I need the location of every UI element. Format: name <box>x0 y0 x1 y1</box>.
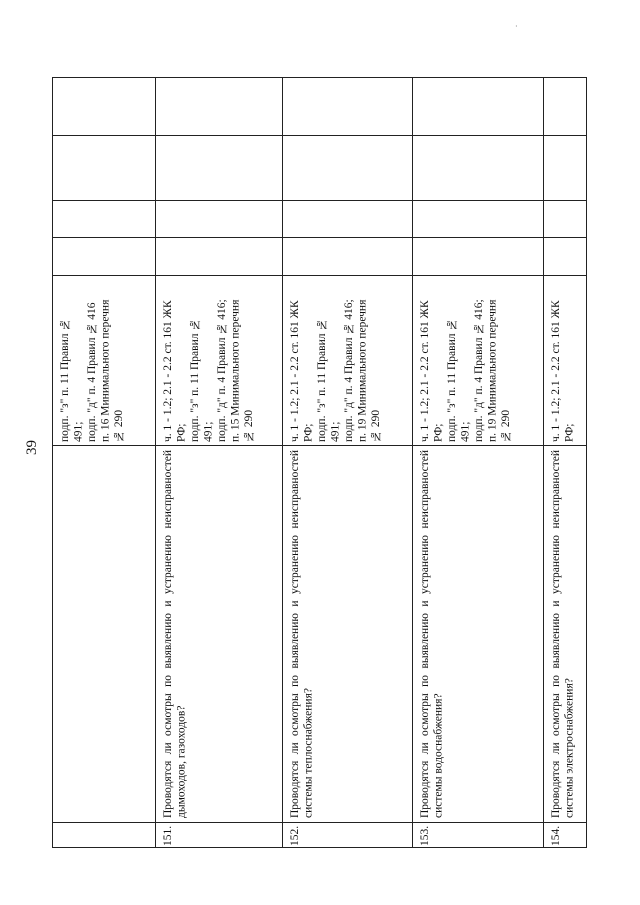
legal-ref-line: № 290 <box>113 409 125 442</box>
legal-ref-line: подп. "з" п. 11 Правил № <box>316 318 328 442</box>
legal-ref-line: п. 15 Минимального перечня <box>229 299 242 442</box>
column-separator <box>52 237 587 238</box>
question-text: Проводятся ли осмотры по выявлению и устранению неисправностей системы теплоснабжения? <box>289 450 315 818</box>
legal-ref-line: подп. "д" п. 4 Правил № 416; <box>216 299 228 442</box>
legal-refs <box>550 278 581 442</box>
legal-ref-line: ч. 1 - 1.2; 2.1 - 2.2 ст. 161 ЖК <box>162 300 174 442</box>
row-number: 152. <box>289 825 301 846</box>
legal-ref-line: № 290 <box>243 409 255 442</box>
legal-ref-line: 491; <box>72 421 85 442</box>
row-number: 153. <box>419 825 431 846</box>
legal-ref-line: 491; <box>329 421 342 442</box>
legal-ref-line: 491; <box>202 421 215 442</box>
row-number: 151. <box>162 825 174 846</box>
row-separator <box>412 77 413 848</box>
question-text: Проводятся ли осмотры по выявлению и устранению неисправностей системы электроснабжения? <box>550 450 576 818</box>
legal-refs <box>419 278 538 442</box>
legal-ref-line: подп. "д" п. 4 Правил № 416 <box>86 302 98 442</box>
legal-ref-line: п. 19 Минимального перечня <box>356 299 369 442</box>
row-separator <box>282 77 283 848</box>
legal-ref-line: подп. "з" п. 11 Правил № <box>59 318 71 442</box>
legal-ref-line: п. 16 Минимального перечня <box>99 299 112 442</box>
legal-ref-line: ч. 1 - 1.2; 2.1 - 2.2 ст. 161 ЖК <box>419 300 431 442</box>
legal-ref-line: п. 19 Минимального перечня <box>486 299 499 442</box>
row-separator <box>155 77 156 848</box>
legal-refs <box>289 278 407 442</box>
page-number: 39 <box>24 440 40 455</box>
column-separator <box>52 822 587 823</box>
column-separator <box>52 847 587 848</box>
column-separator <box>52 135 587 136</box>
legal-ref-line: ч. 1 - 1.2; 2.1 - 2.2 ст. 161 ЖК <box>550 300 562 442</box>
legal-ref-line: подп. "д" п. 4 Правил № 416; <box>343 299 355 442</box>
column-separator <box>52 77 587 78</box>
column-separator <box>52 275 587 276</box>
legal-ref-line: подп. "з" п. 11 Правил № <box>189 318 201 442</box>
row-number: 154. <box>550 825 562 846</box>
legal-ref-line: подп. "з" п. 11 Правил № <box>446 318 458 442</box>
scan-speck: · <box>515 22 518 31</box>
legal-refs <box>162 278 277 442</box>
legal-ref-line: № 290 <box>500 409 512 442</box>
row-separator <box>52 77 53 848</box>
legal-refs <box>59 278 150 442</box>
legal-ref-line: ч. 1 - 1.2; 2.1 - 2.2 ст. 161 ЖК <box>289 300 301 442</box>
legal-ref-line: 491; <box>459 421 472 442</box>
question-text: Проводятся ли осмотры по выявлению и устранению неисправностей системы водоснабжения? <box>419 450 445 818</box>
legal-ref-line: № 290 <box>370 409 382 442</box>
row-separator <box>543 77 544 848</box>
legal-ref-line: РФ; <box>302 423 315 442</box>
legal-ref-line: РФ; <box>432 423 445 442</box>
legal-ref-line: подп. "д" п. 4 Правил № 416; <box>473 299 485 442</box>
question-text: Проводятся ли осмотры по выявлению и устранению неисправностей дымоходов, газоходов? <box>162 450 188 818</box>
legal-ref-line: РФ; <box>175 423 188 442</box>
row-separator <box>586 77 587 848</box>
legal-ref-line: РФ; <box>563 423 576 442</box>
column-separator <box>52 200 587 201</box>
column-separator <box>52 445 587 446</box>
